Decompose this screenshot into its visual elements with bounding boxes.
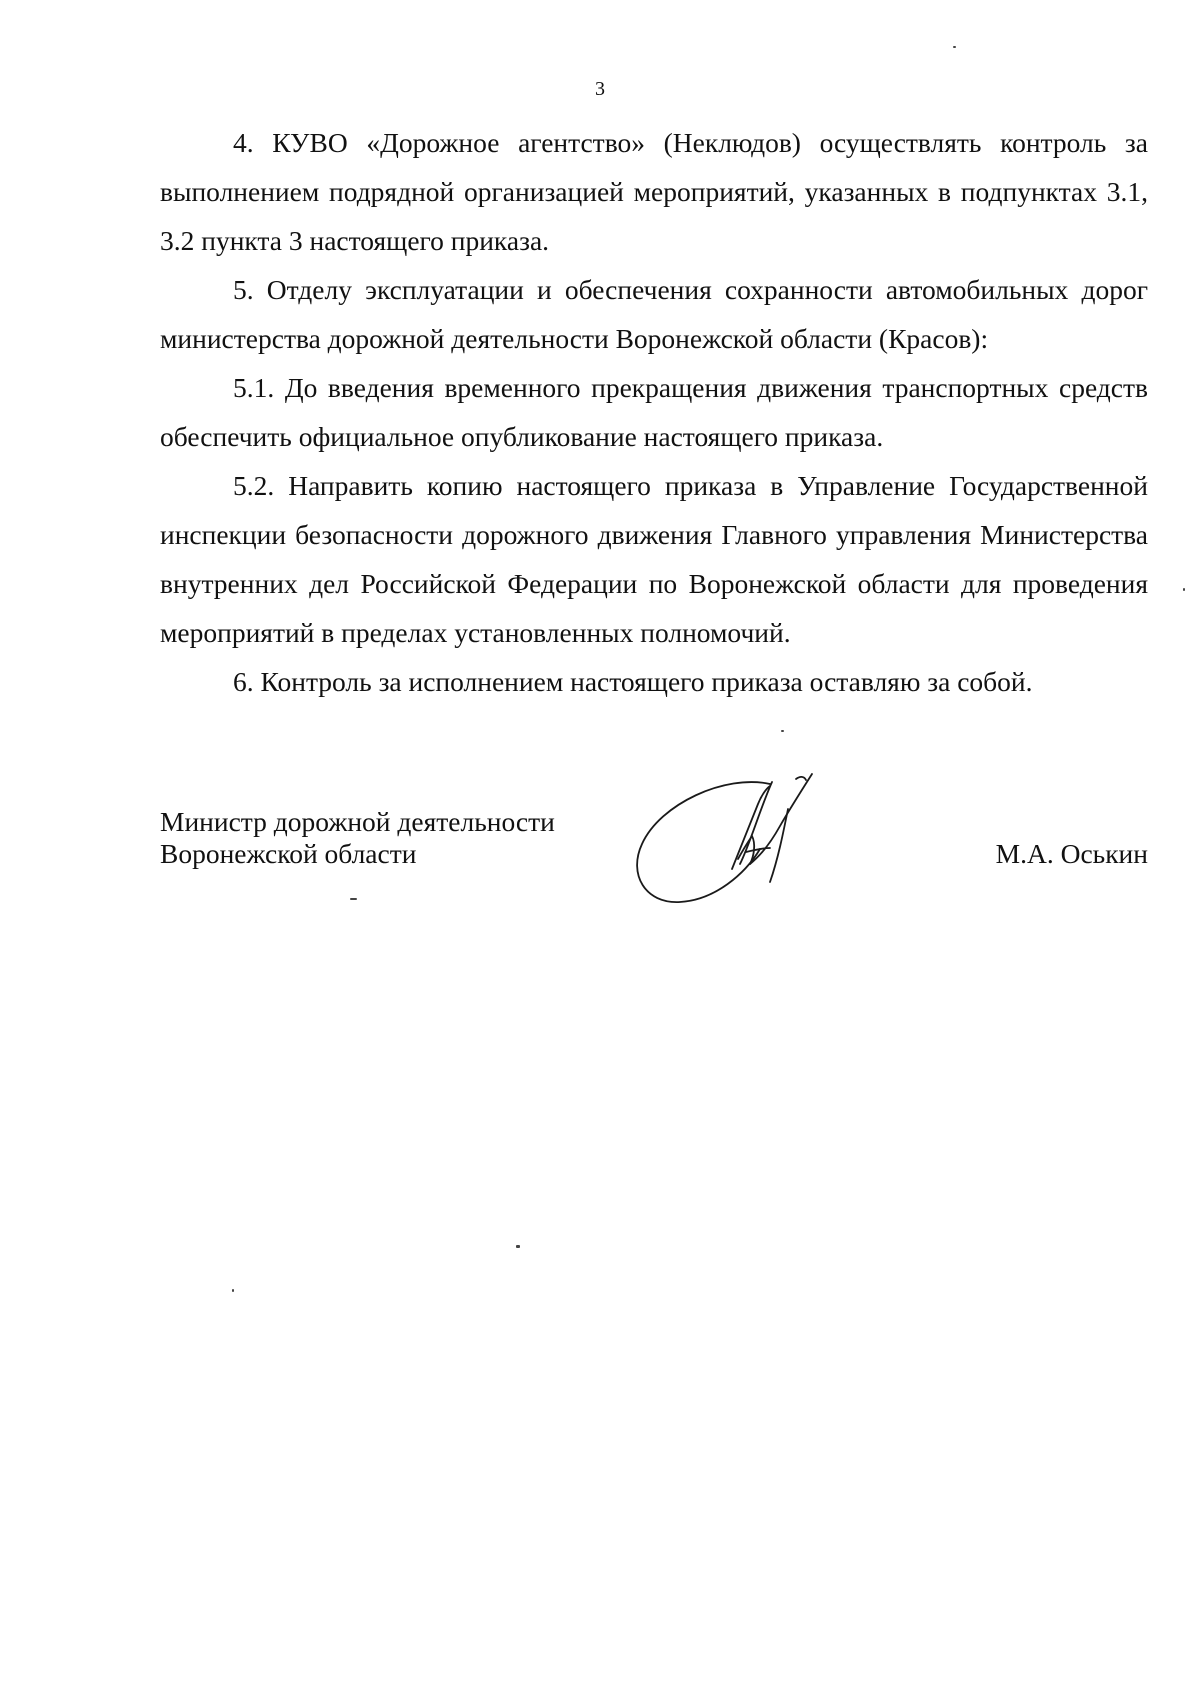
paragraph-6: 6. Контроль за исполнением настоящего приказа оставляю за собой. (233, 666, 1033, 697)
signer-title-line-1: Министр дорожной деятельности (160, 806, 555, 837)
scan-speck (350, 898, 357, 900)
signer-title-line-2: Воронежской области (160, 838, 417, 869)
paragraph-4: 4. КУВО «Дорожное агентство» (Неклюдов) осуществлять контроль за выполнением подрядной организацией мероприятий, указанных в подпунктах 3.1, 3.2 пункта 3 настоящего приказа. (160, 127, 1148, 256)
scan-speck (953, 46, 956, 48)
paragraph-5-2: 5.2. Направить копию настоящего приказа в Управление Государственной инспекции безопасности дорожного движения Главного управления Министерства внутренних дел Российской Федерации по Воронежской области для проведения мероприятий в пределах установленных полномочий. (160, 470, 1148, 648)
scan-speck (232, 1289, 234, 1292)
scan-speck (1183, 588, 1185, 591)
document-body (160, 118, 1148, 706)
paragraph-5-1: 5.1. До введения временного прекращения движения транспортных средств обеспечить официальное опубликование настоящего приказа. (160, 372, 1148, 452)
scan-speck (781, 730, 784, 732)
signer-title (160, 806, 555, 870)
handwritten-signature-icon (620, 764, 840, 914)
scan-speck (516, 1245, 520, 1248)
signer-name: М.А. Оськин (995, 838, 1148, 869)
paragraph-5: 5. Отделу эксплуатации и обеспечения сохранности автомобильных дорог министерства дорожной деятельности Воронежской области (Красов): (160, 274, 1148, 354)
page-number: 3 (595, 78, 605, 100)
signature-block (160, 806, 1148, 916)
